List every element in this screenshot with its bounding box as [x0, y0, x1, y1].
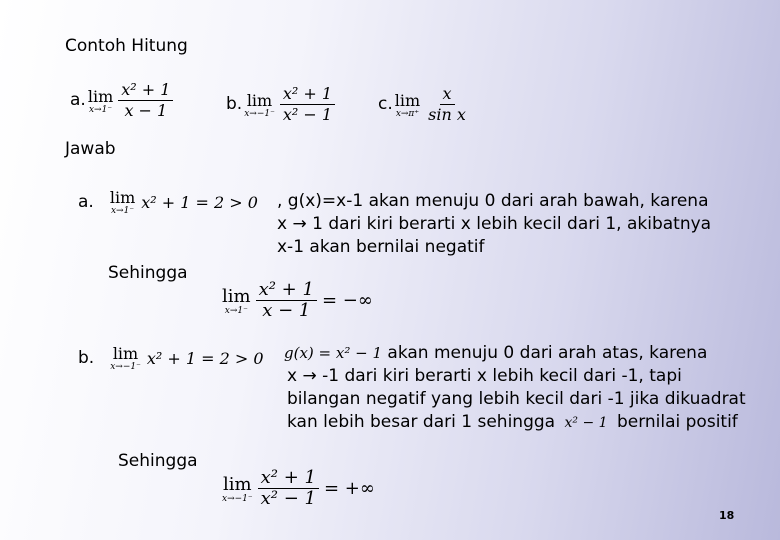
answer-a-result-lim: lim x→1⁻: [222, 285, 251, 316]
answer-b-result-lim-sub: x→−1⁻: [222, 493, 253, 504]
answer-b-line-2: [284, 365, 746, 388]
answer-a-explanation: [277, 190, 711, 259]
answer-b-x: x: [287, 366, 303, 386]
arrow-icon: →: [292, 214, 307, 234]
problem-c: [378, 84, 472, 125]
answer-b-expression: x² + 1 = 2 > 0: [146, 348, 264, 368]
answer-b-line-1: [284, 342, 746, 365]
problem-a: [70, 80, 176, 121]
problem-b-denominator: x² − 1: [282, 105, 333, 124]
problem-b-label: b.: [226, 94, 243, 114]
answer-b-line-3: bilangan negatif yang lebih kecil dari -1 jika dikuadrat: [287, 389, 746, 409]
problem-c-lim: lim x→π⁺: [394, 90, 421, 119]
answer-b-result-fraction: [258, 468, 319, 509]
answer-b-g-expression: g(x) = x² − 1: [284, 344, 382, 362]
answer-b-result: [222, 468, 375, 509]
problem-a-denominator: x − 1: [124, 101, 168, 120]
answer-a-line-2-rest: 1 dari kiri berarti x lebih kecil dari 1, akibatnya: [306, 214, 712, 234]
problem-b-lim-sub: x→−1⁻: [244, 108, 275, 119]
problem-c-numerator: x: [440, 84, 455, 105]
problem-c-lim-sub: x→π⁺: [395, 108, 420, 119]
answer-b-line-4-end: bernilai positif: [616, 412, 738, 432]
answer-b-line: [78, 344, 264, 372]
answer-b-line-4: [284, 411, 746, 435]
problem-b: [226, 84, 338, 125]
answer-b-label: b.: [78, 347, 95, 368]
answer-a-x: x: [277, 214, 293, 234]
problem-a-lim: lim x→1⁻: [87, 86, 114, 115]
answer-a-result-denominator: x − 1: [262, 300, 311, 321]
answer-a-result-fraction: [256, 280, 317, 321]
arrow-icon: →: [302, 366, 317, 386]
problem-a-lim-sub: x→1⁻: [88, 104, 113, 115]
answer-b-line-2-rest: -1 dari kiri berarti x lebih kecil dari -1, tapi: [316, 366, 682, 386]
page-number: 18: [719, 509, 735, 522]
answer-a-line-1: , g(x)=x-1 akan menuju 0 dari arah bawah, karena: [277, 191, 709, 211]
answer-a-result-numerator: x² + 1: [256, 280, 317, 301]
answer-a-line-3: x-1 akan bernilai negatif: [277, 237, 485, 257]
answer-b-lim-sub: x→−1⁻: [110, 362, 141, 372]
problem-c-label: c.: [378, 94, 393, 114]
answer-b-explanation: [284, 342, 746, 435]
answer-a-line-2: [277, 213, 711, 236]
slide-title: Contoh Hitung: [65, 36, 188, 56]
answer-b-line-4-text: kan lebih besar dari 1 sehingga: [287, 412, 556, 432]
answer-b-sehingga: Sehingga: [118, 451, 198, 471]
answer-a-lim-sub: x→1⁻: [110, 206, 135, 216]
problem-b-fraction: [280, 84, 335, 125]
problem-a-label: a.: [70, 90, 86, 110]
problem-a-numerator: x² + 1: [118, 80, 173, 101]
answer-a-lim: lim x→1⁻: [109, 188, 136, 216]
answer-b-result-value: = +∞: [324, 478, 375, 499]
problem-c-fraction: [425, 84, 469, 125]
problem-c-denominator: sin x: [428, 105, 466, 124]
answer-heading: Jawab: [65, 139, 116, 159]
answer-a-label: a.: [78, 191, 94, 212]
problem-a-fraction: [118, 80, 173, 121]
answer-a-sehingga: Sehingga: [108, 263, 188, 283]
answer-a-expression: x² + 1 = 2 > 0: [141, 192, 258, 212]
answer-b-lim: lim x→−1⁻: [110, 344, 141, 372]
problem-b-lim: lim x→−1⁻: [244, 90, 275, 119]
answer-a-line: [78, 188, 258, 216]
answer-a-result-lim-sub: x→1⁻: [224, 305, 248, 316]
answer-b-result-denominator: x² − 1: [260, 488, 316, 509]
problem-b-numerator: x² + 1: [280, 84, 335, 105]
answer-b-line-1-text: akan menuju 0 dari arah atas, karena: [387, 343, 708, 363]
answer-b-inline-expression: x² − 1: [564, 415, 608, 431]
answer-b-result-lim: lim x→−1⁻: [222, 473, 253, 504]
answer-b-result-numerator: x² + 1: [258, 468, 319, 489]
answer-a-result: [222, 280, 373, 321]
answer-a-result-value: = −∞: [321, 290, 373, 311]
